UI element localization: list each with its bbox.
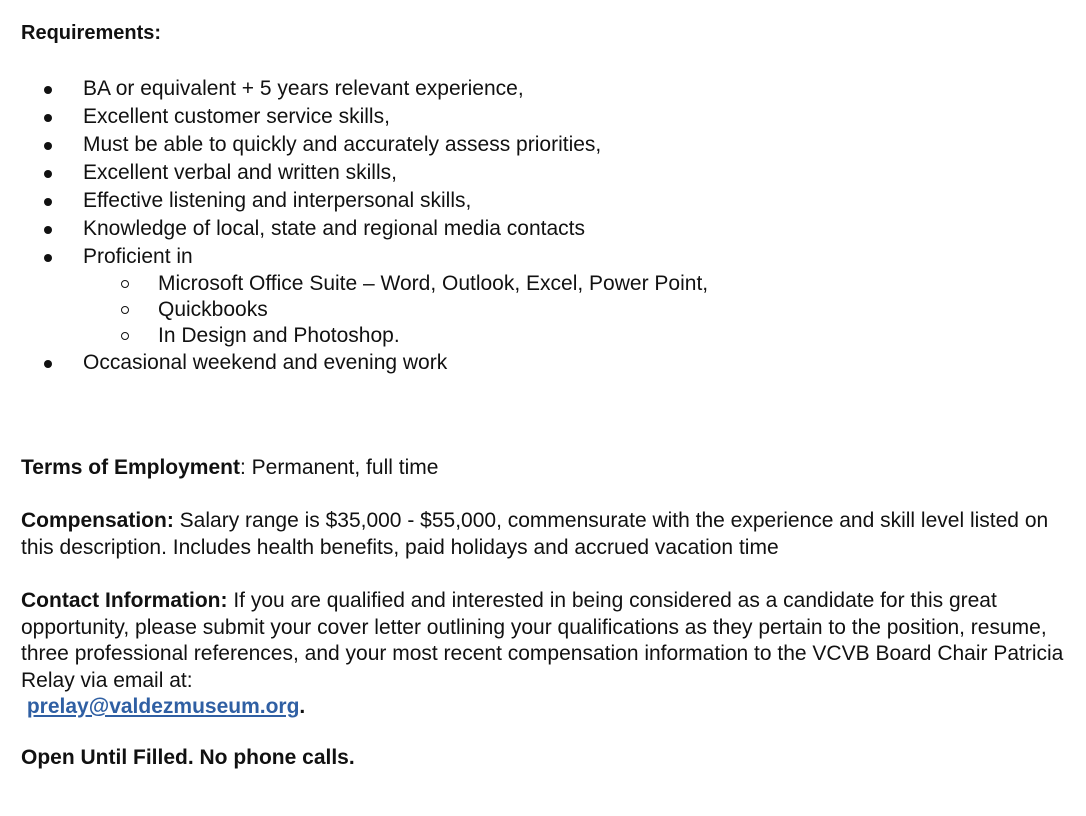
requirement-text: Excellent customer service skills, [83,105,390,128]
terms-text: Permanent, full time [245,456,439,479]
compensation-label: Compensation: [21,509,174,532]
requirement-text: Proficient in [83,245,193,268]
list-item [0,187,1086,215]
bullet-icon [44,360,52,368]
sub-requirement-text: In Design and Photoshop. [158,324,400,347]
requirements-list [0,75,1086,377]
closing-note: Open Until Filled. No phone calls. [21,746,355,769]
contact-label: Contact Information: [21,589,228,612]
hollow-bullet-icon [121,332,129,340]
requirement-text: Excellent verbal and written skills, [83,161,397,184]
bullet-icon [44,198,52,206]
requirement-text: Must be able to quickly and accurately assess priorities, [83,133,602,156]
requirement-text: Occasional weekend and evening work [83,351,448,374]
terms-label: Terms of Employment [21,456,240,479]
contact-text: If you are qualified and interested in being considered as a candidate for this great opportunity, please submit your cover letter outlining your qualifications as they pertain to the position, resume, three professional references, and your most recent compensation information to the VCVB Board Chair Patricia Relay via email at: [21,589,1064,692]
sub-list-item [0,297,1086,323]
compensation-paragraph [21,508,1071,561]
bullet-icon [44,114,52,122]
requirement-text: Effective listening and interpersonal skills, [83,189,472,212]
bullet-icon [44,226,52,234]
bullet-icon [44,254,52,262]
email-period: . [299,695,306,718]
sub-requirement-text: Microsoft Office Suite – Word, Outlook, Excel, Power Point, [158,272,709,295]
email-link[interactable]: prelay@valdezmuseum.org [26,695,300,718]
list-item [0,75,1086,103]
terms-colon: : [239,456,246,479]
sub-list-item [0,271,1086,297]
sub-list-item [0,323,1086,349]
list-item [0,159,1086,187]
compensation-text: Salary range is $35,000 - $55,000, commensurate with the experience and skill level listed on this description. Includes health benefits, paid holidays and accrued vacation time [21,509,1049,559]
requirements-heading: Requirements: [21,22,162,44]
requirement-text: Knowledge of local, state and regional media contacts [83,217,585,240]
terms-of-employment [21,455,1071,482]
list-item [0,131,1086,159]
list-item [0,103,1086,131]
hollow-bullet-icon [121,306,129,314]
list-item [0,243,1086,271]
list-item [0,215,1086,243]
list-item [0,349,1086,377]
bullet-icon [44,142,52,150]
hollow-bullet-icon [121,280,129,288]
bullet-icon [44,86,52,94]
sub-requirement-text: Quickbooks [158,298,268,321]
contact-paragraph [21,588,1071,721]
bullet-icon [44,170,52,178]
requirement-text: BA or equivalent + 5 years relevant experience, [83,77,524,100]
